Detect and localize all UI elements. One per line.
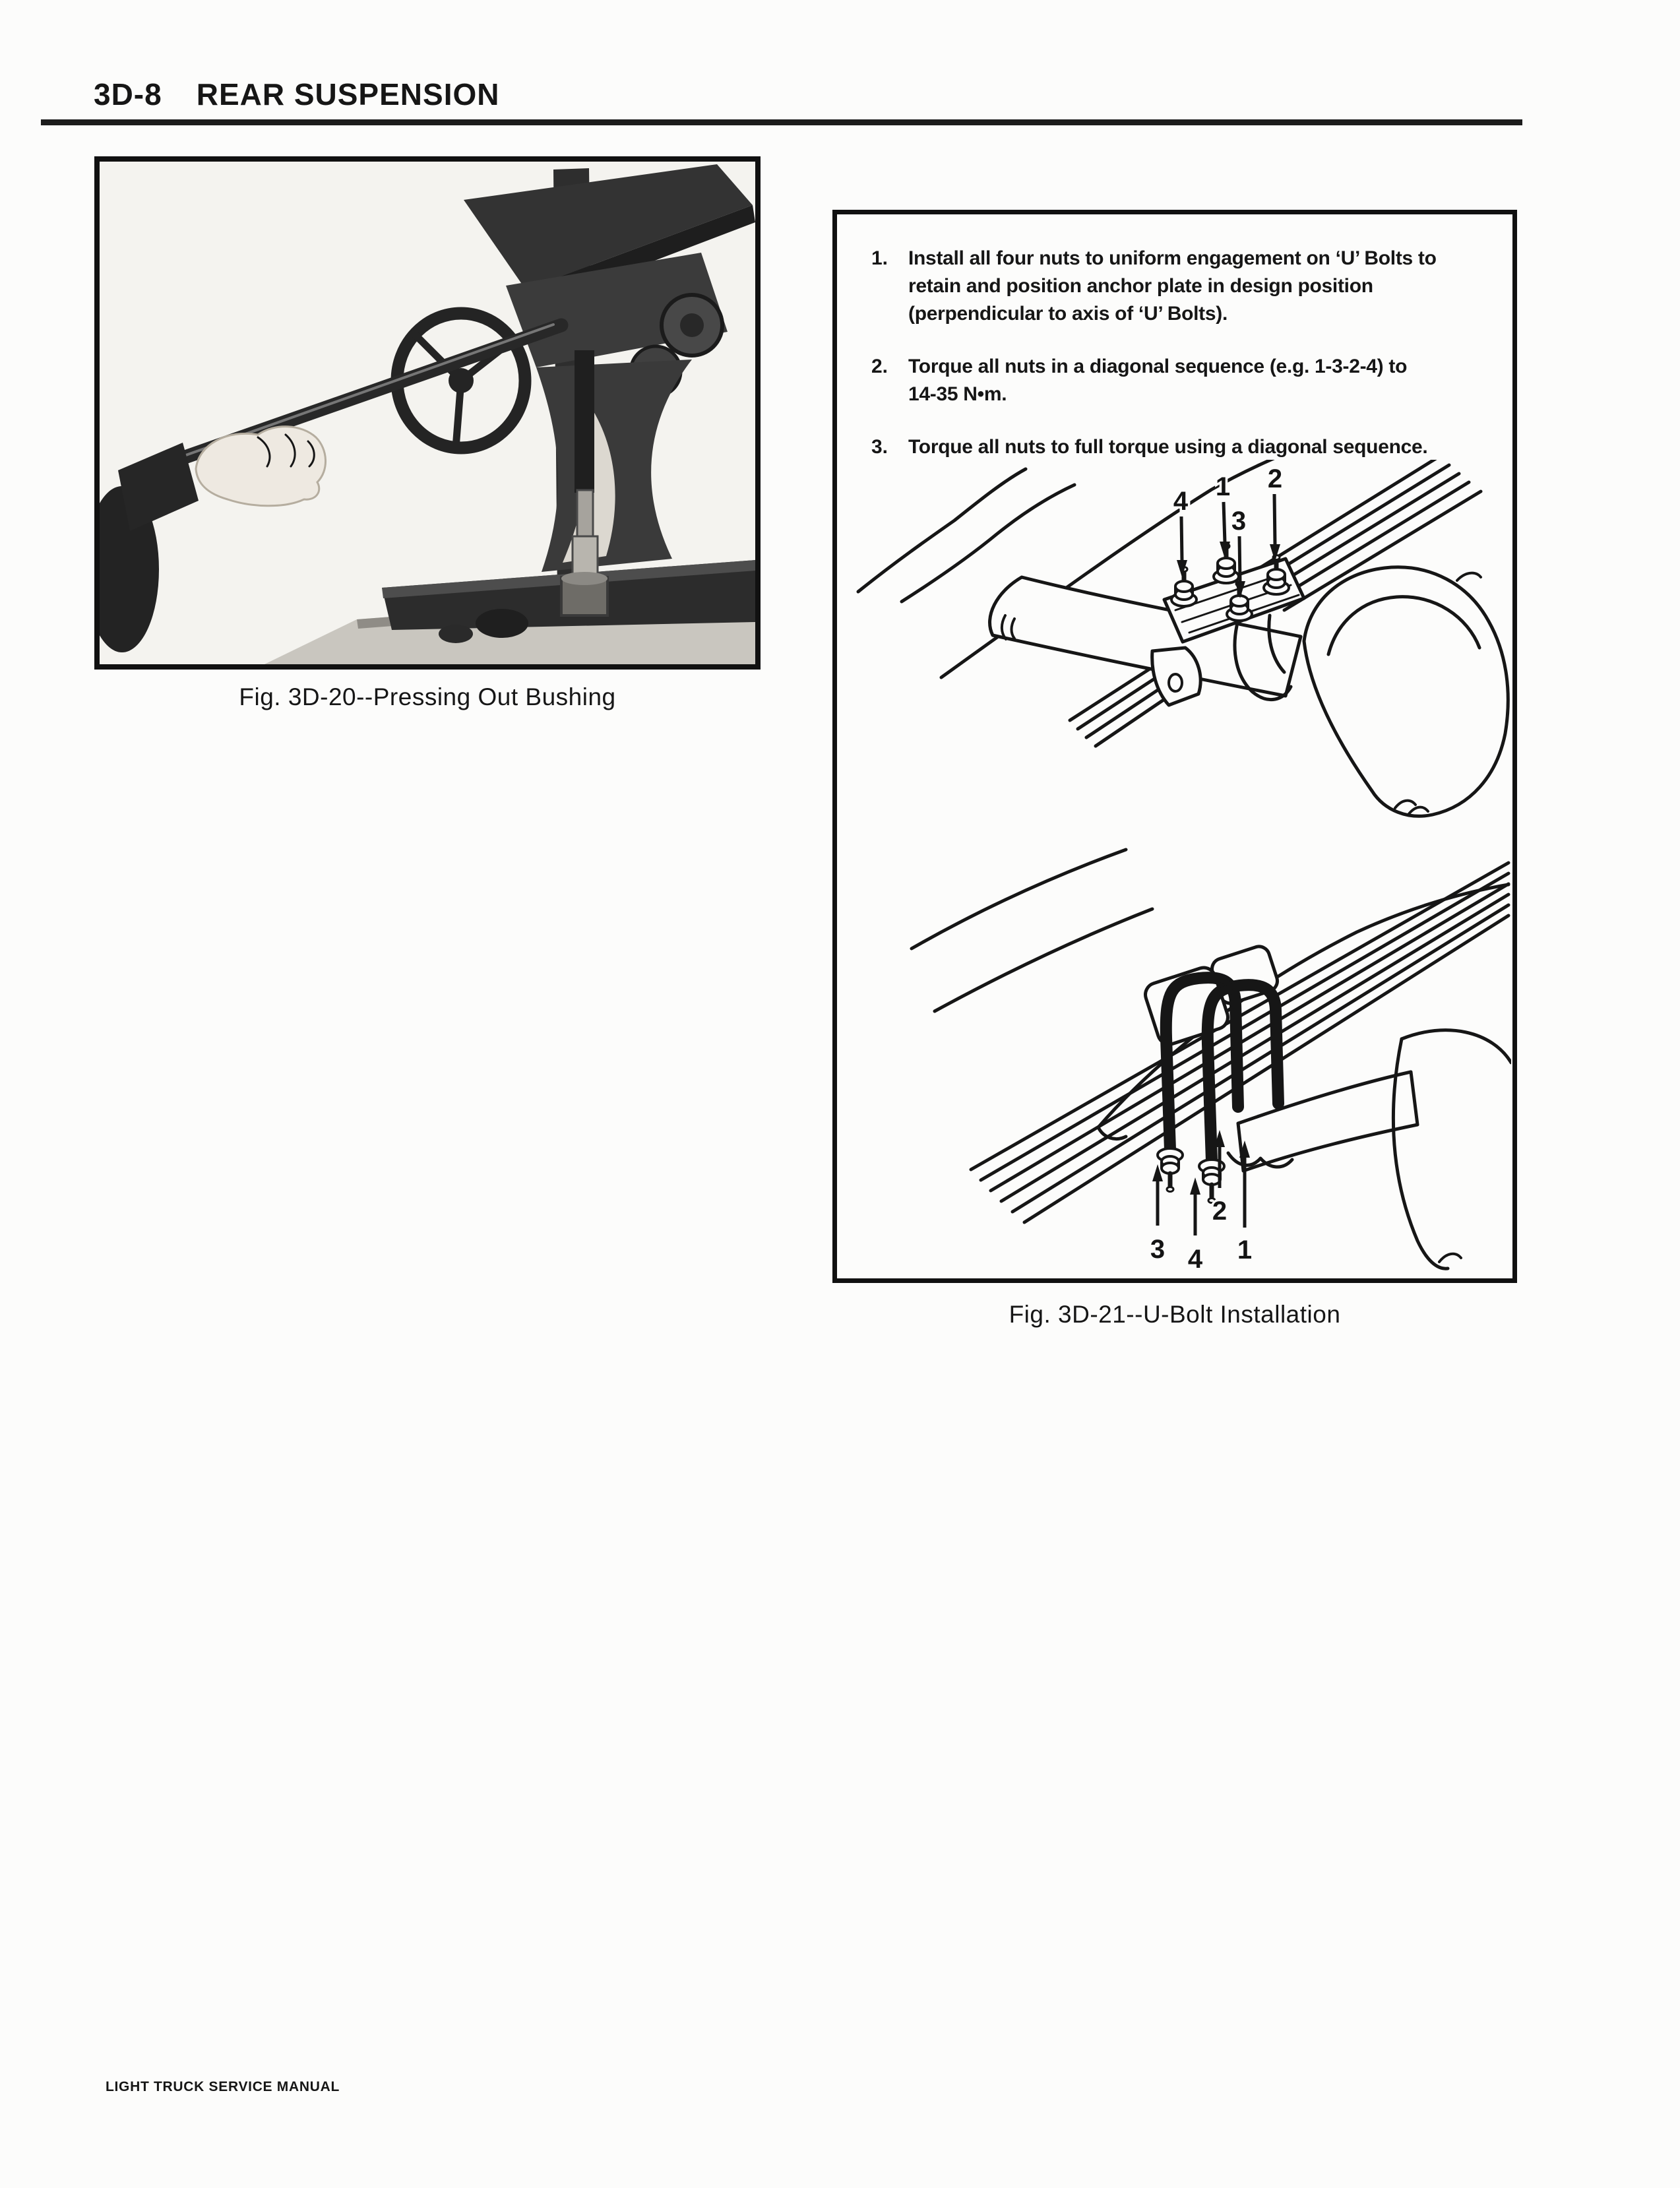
instruction-1	[871, 245, 1503, 328]
instruction-3-number: 3.	[871, 436, 888, 458]
callout-labels-top	[1173, 464, 1282, 536]
instruction-2-number: 2.	[871, 356, 888, 377]
operator-hand	[196, 427, 326, 506]
ubolt-diagram-bottom	[842, 840, 1511, 1274]
callout-labels-bottom	[1150, 1197, 1252, 1274]
callout-bottom-1: 1	[1237, 1235, 1253, 1265]
instruction-1-number: 1.	[871, 247, 888, 269]
callout-bottom-3: 3	[1150, 1235, 1166, 1264]
brake-drum	[1393, 1030, 1511, 1269]
figure-3d20-photo	[94, 156, 761, 670]
instruction-list	[871, 245, 1503, 461]
page-footer: LIGHT TRUCK SERVICE MANUAL	[106, 2079, 340, 2094]
press-photo-illustration	[100, 162, 755, 664]
callout-top-1: 1	[1215, 472, 1231, 501]
page-title: REAR SUSPENSION	[196, 77, 500, 111]
callout-bottom-4: 4	[1187, 1245, 1203, 1274]
instruction-1-text: Install all four nuts to uniform engagement on ‘U’ Bolts to retain and position anchor plate in design position (perpendicular to axis of ‘U’ Bolts).	[908, 247, 1437, 325]
dark-disc	[100, 443, 199, 652]
figure-3d21-caption: Fig. 3D-21--U-Bolt Installation	[1009, 1301, 1341, 1328]
figure-3d21-box	[832, 210, 1517, 1283]
callout-top-3: 3	[1231, 507, 1247, 536]
axle-tube	[1228, 1072, 1417, 1171]
instruction-3	[871, 433, 1503, 461]
shock-bracket	[1152, 648, 1200, 705]
instruction-2-text: Torque all nuts in a diagonal sequence (e.g. 1-3-2-4) to 14-35 N•m.	[908, 356, 1408, 405]
frame-lines	[912, 850, 1152, 1011]
instruction-2	[871, 353, 1503, 408]
section-number: 3D-8	[94, 77, 162, 111]
instruction-3-text: Torque all nuts to full torque using a diagonal sequence.	[908, 436, 1428, 458]
header-rule	[41, 119, 1522, 125]
callout-top-2: 2	[1267, 464, 1283, 493]
figure-3d20-caption: Fig. 3D-20--Pressing Out Bushing	[239, 683, 616, 710]
press-body	[536, 359, 692, 572]
ubolt-diagram-top	[842, 460, 1511, 828]
brake-drum	[1304, 567, 1508, 816]
callout-bottom-2: 2	[1212, 1197, 1228, 1226]
callout-top-4: 4	[1173, 487, 1189, 516]
page-header	[94, 77, 499, 112]
